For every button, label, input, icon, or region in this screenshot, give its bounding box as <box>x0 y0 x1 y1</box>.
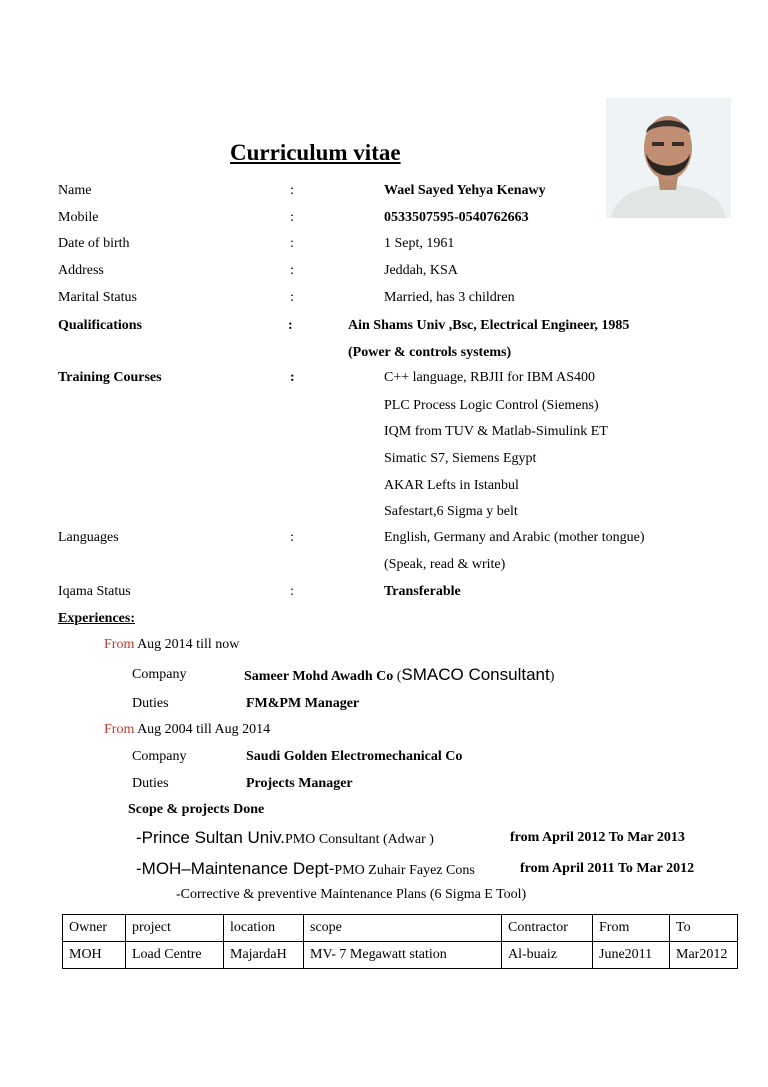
project-2 <box>136 859 475 879</box>
project-2-dates: from April 2011 To Mar 2012 <box>520 861 695 876</box>
exp2-company-label: Company <box>132 749 187 764</box>
qualifications-line-2: (Power & controls systems) <box>348 345 512 360</box>
cell-to: Mar2012 <box>670 942 738 969</box>
exp1-company-name: Sameer Mohd Awadh Co <box>244 669 394 684</box>
exp1-duties-label: Duties <box>132 696 169 711</box>
address-label: Address <box>58 263 104 278</box>
page-title: Curriculum vitae <box>230 140 401 165</box>
dob-value: 1 Sept, 1961 <box>384 236 455 251</box>
languages-line-2: (Speak, read & write) <box>384 557 506 572</box>
iqama-label: Iqama Status <box>58 584 131 599</box>
exp1-period-text: Aug 2014 till now <box>134 637 240 652</box>
header-scope: scope <box>304 915 502 942</box>
header-project: project <box>126 915 224 942</box>
corrective-note: -Corrective & preventive Maintenance Plans (6 Sigma E Tool) <box>176 887 527 902</box>
exp1-duties-value: FM&PM Manager <box>246 696 360 711</box>
address-value: Jeddah, KSA <box>384 263 458 278</box>
table-row <box>63 942 738 969</box>
mobile-label: Mobile <box>58 210 99 225</box>
marital-label: Marital Status <box>58 290 137 305</box>
training-item: IQM from TUV & Matlab-Simulink ET <box>384 424 608 439</box>
projects-table <box>62 914 738 969</box>
project-2-title: -MOH–Maintenance Dept- <box>136 859 335 878</box>
training-item: AKAR Lefts in Istanbul <box>384 478 519 493</box>
header-contractor: Contractor <box>502 915 593 942</box>
colon: : <box>290 263 294 278</box>
mobile-value: 0533507595-0540762663 <box>384 210 529 225</box>
exp2-period <box>104 722 270 738</box>
header-location: location <box>224 915 304 942</box>
from-word: From <box>104 637 135 652</box>
exp2-company-value: Saudi Golden Electromechanical Co <box>246 749 463 764</box>
project-1-title: -Prince Sultan Univ. <box>136 828 285 847</box>
paren-open: ( <box>393 669 402 684</box>
colon: : <box>288 318 293 333</box>
cell-from: June2011 <box>593 942 670 969</box>
exp2-duties-value: Projects Manager <box>246 776 353 791</box>
cell-scope: MV- 7 Megawatt station <box>304 942 502 969</box>
experiences-heading: Experiences: <box>58 611 135 626</box>
scope-heading: Scope & projects Done <box>128 802 265 817</box>
languages-line-1: English, Germany and Arabic (mother tongue) <box>384 530 645 545</box>
from-word: From <box>104 722 135 737</box>
training-item: Safestart,6 Sigma y belt <box>384 504 518 519</box>
project-1-role: PMO Consultant (Adwar ) <box>284 832 434 847</box>
exp2-period-text: Aug 2004 till Aug 2014 <box>134 722 271 737</box>
cell-owner: MOH <box>63 942 126 969</box>
person-portrait-icon <box>606 98 731 218</box>
paren-close: ) <box>549 669 555 684</box>
cell-contractor: Al-buaiz <box>502 942 593 969</box>
name-value: Wael Sayed Yehya Kenawy <box>384 183 546 198</box>
training-item: Simatic S7, Siemens Egypt <box>384 451 537 466</box>
colon: : <box>290 290 294 305</box>
exp1-period <box>104 637 239 653</box>
qualifications-line-1: Ain Shams Univ ,Bsc, Electrical Engineer, 1985 <box>348 318 630 333</box>
project-1-dates: from April 2012 To Mar 2013 <box>510 830 685 845</box>
languages-label: Languages <box>58 530 119 545</box>
colon: : <box>290 236 294 251</box>
dob-label: Date of birth <box>58 236 130 251</box>
training-item: PLC Process Logic Control (Siemens) <box>384 398 599 413</box>
colon: : <box>290 210 294 225</box>
cell-location: MajardaH <box>224 942 304 969</box>
exp2-duties-label: Duties <box>132 776 169 791</box>
colon: : <box>290 370 295 385</box>
colon: : <box>290 183 294 198</box>
project-1 <box>136 828 434 848</box>
exp1-company-label: Company <box>132 667 187 682</box>
exp1-company-value <box>244 665 554 685</box>
colon: : <box>290 584 294 599</box>
qualifications-label: Qualifications <box>58 318 143 333</box>
training-label: Training Courses <box>58 370 162 385</box>
name-label: Name <box>58 183 92 198</box>
table-header-row <box>63 915 738 942</box>
cell-project: Load Centre <box>126 942 224 969</box>
colon: : <box>290 530 294 545</box>
header-from: From <box>593 915 670 942</box>
exp1-company-consultant: SMACO Consultant <box>401 665 550 684</box>
header-to: To <box>670 915 738 942</box>
header-owner: Owner <box>63 915 126 942</box>
iqama-value: Transferable <box>384 584 461 599</box>
project-2-role: PMO Zuhair Fayez Cons <box>334 863 475 878</box>
profile-photo <box>606 98 731 218</box>
training-item: C++ language, RBJII for IBM AS400 <box>384 370 596 385</box>
marital-value: Married, has 3 children <box>384 290 515 305</box>
